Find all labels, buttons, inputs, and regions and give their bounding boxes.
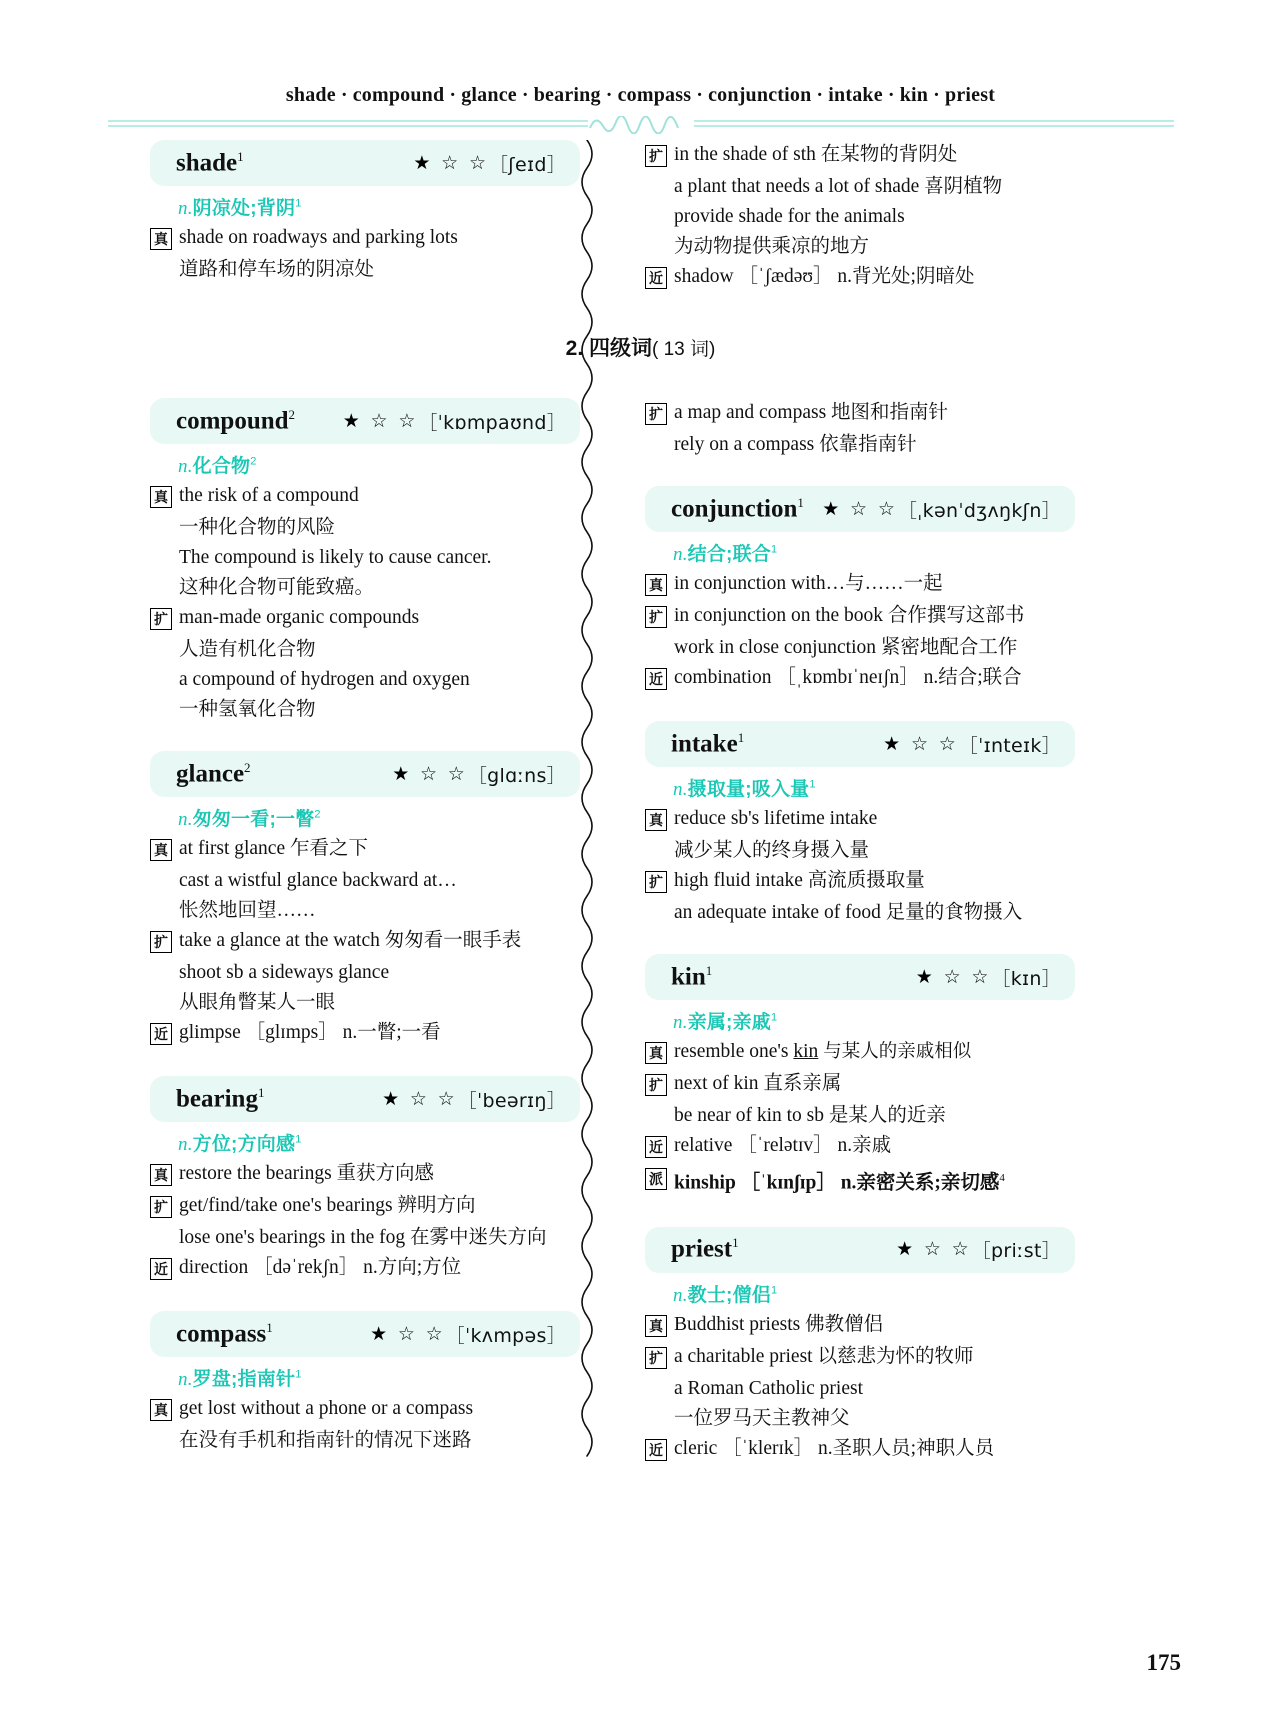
phonetic-glance: ［glɑːns］	[467, 764, 566, 787]
definition-text: 教士;僧侣	[687, 1284, 771, 1306]
example-text: a charitable priest 以慈悲为怀的牧师	[674, 1345, 974, 1367]
definition-sup: 1	[770, 1284, 778, 1297]
headword-compound: compound$^2$	[176, 406, 296, 435]
part-of-speech: n.	[178, 1134, 193, 1155]
example-text: reduce sb's lifetime intake	[674, 808, 878, 829]
left-column	[150, 140, 580, 285]
star-rating-shade: ★ ☆ ☆	[413, 152, 489, 174]
example-translation: 在没有手机和指南针的情况下迷路	[179, 1430, 472, 1451]
definition-sup: 2	[250, 455, 257, 468]
badge-real: 真	[645, 1042, 667, 1064]
running-head-sep: ·	[887, 84, 895, 106]
example-row	[150, 1394, 580, 1424]
synonym-text: cleric ［ˈklerɪk］ n.圣职人员;神职人员	[674, 1437, 995, 1459]
part-of-speech: n.	[178, 198, 193, 219]
badge-expand: 扩	[645, 403, 667, 425]
example-row	[645, 140, 1075, 170]
phonetic-priest: ［priːst］	[971, 1240, 1061, 1262]
definition-bearing	[178, 1129, 580, 1156]
example-row	[645, 601, 1075, 631]
badge-derived: 派	[645, 1168, 667, 1190]
running-head-word-5: conjunction	[708, 84, 812, 106]
headword-conjunction: conjunction$^1$	[671, 494, 804, 523]
example-translation: 从眼角瞥某人一眼	[179, 992, 336, 1013]
definition-text: 化合物	[192, 456, 251, 477]
star-rating-priest: ★ ☆ ☆	[896, 1239, 972, 1260]
phonetic-intake: ［ˈɪnteɪk］	[958, 734, 1061, 757]
entry-priest	[645, 1227, 1075, 1464]
running-head-word-3: bearing	[533, 84, 601, 106]
headword-shade: shade$^1$	[176, 148, 244, 177]
headword-sup: 1	[257, 1084, 265, 1100]
entry-shade-continued	[645, 140, 1075, 292]
example-row	[645, 1163, 1075, 1199]
definition-sup: 1	[770, 543, 778, 556]
badge-real: 真	[645, 1315, 667, 1337]
example-text: resemble one's kin 与某人的亲戚相似	[674, 1041, 972, 1062]
badge-synonym: 近	[150, 1023, 172, 1045]
phonetic-compound: ［ˈkɒmpaʊnd］	[418, 411, 566, 434]
definition-text: 亲属;亲戚	[687, 1012, 771, 1033]
entry-kin	[645, 954, 1075, 1199]
example-row	[645, 262, 1075, 292]
definition-text: 阴凉处;背阴	[192, 198, 296, 219]
example-translation: 这种化合物可能致癌。	[179, 577, 375, 598]
example-text: a Roman Catholic priest	[674, 1377, 864, 1399]
definition-kin	[673, 1007, 1075, 1034]
highlighted-word: compound	[214, 547, 297, 568]
headword-bar-compass[interactable]	[150, 1311, 580, 1357]
running-head-sep: ·	[696, 84, 704, 106]
running-head-sep: ·	[605, 84, 613, 106]
phonetic-bearing: ［ˈbeərɪŋ］	[457, 1089, 566, 1112]
example-text: provide shade for the animals	[674, 206, 905, 227]
highlighted-word: kin	[793, 1041, 819, 1062]
definition-sup: 1	[295, 1368, 302, 1381]
running-head-word-4: compass	[617, 84, 692, 106]
headword-bearing: bearing$^1$	[176, 1084, 265, 1113]
synonym-text: glimpse ［glɪmps］ n.一瞥;一看	[179, 1022, 441, 1043]
synonym-text: relative ［ˈrelətɪv］ n.亲戚	[674, 1135, 892, 1156]
badge-real: 真	[150, 1399, 172, 1421]
derived-sup: 4	[999, 1172, 1005, 1184]
phonetic-kin: ［kɪn］	[991, 967, 1061, 990]
badge-expand: 扩	[150, 931, 172, 953]
running-head-word-1: compound	[352, 84, 445, 106]
part-of-speech: n.	[673, 1284, 688, 1306]
badge-expand: 扩	[150, 1196, 172, 1218]
badge-synonym: 近	[645, 1439, 667, 1461]
page-number: 175	[1146, 1650, 1181, 1675]
part-of-speech: n.	[178, 456, 193, 477]
definition-sup: 1	[295, 1133, 302, 1146]
headword-bar-shade[interactable]	[150, 140, 580, 186]
example-row	[645, 1310, 1075, 1340]
example-text: rely on a compass 依靠指南针	[674, 434, 917, 455]
example-row	[645, 1131, 1075, 1161]
definition-shade	[178, 193, 580, 220]
example-text: man-made organic compounds	[179, 607, 420, 628]
derived-word-text: kinship ［ˈkɪnʃɪp］ n.亲密关系;亲切感$^4$	[674, 1172, 1005, 1194]
synonym-text: direction ［dəˈrekʃn］ n.方向;方位	[179, 1257, 462, 1278]
part-of-speech: n.	[673, 779, 688, 800]
running-head-word-0: shade	[285, 84, 336, 106]
synonym-text: combination ［ˌkɒmbɪˈneɪʃn］ n.结合;联合	[674, 667, 1022, 688]
example-row	[150, 223, 580, 253]
headword-sup: 1	[705, 962, 713, 978]
definition-sup: 2	[314, 808, 321, 821]
example-text: lose one's bearings in the fog 在雾中迷失方向	[179, 1227, 547, 1248]
right-column-top	[645, 140, 1075, 294]
example-text: at first glance 乍看之下	[179, 838, 368, 859]
example-translation: 怅然地回望……	[179, 900, 316, 921]
running-head-word-7: kin	[899, 84, 929, 106]
section-title	[0, 332, 1281, 362]
running-head-word-2: glance	[461, 84, 517, 106]
example-row	[645, 1069, 1075, 1099]
definition-text: 方位;方向感	[192, 1134, 296, 1155]
example-text: be near of kin to sb 是某人的近亲	[674, 1105, 946, 1126]
definition-text: 摄取量;吸入量	[687, 779, 810, 800]
headword-sup: 1	[737, 729, 745, 745]
running-head-sep: ·	[933, 84, 940, 106]
badge-synonym: 近	[645, 267, 667, 289]
part-of-speech: n.	[673, 544, 688, 565]
example-translation: 一位罗马天主教神父	[674, 1407, 850, 1429]
entry-bearing	[150, 1076, 580, 1283]
badge-expand: 扩	[645, 871, 667, 893]
badge-expand: 扩	[645, 1074, 667, 1096]
phonetic-compass: ［ˈkʌmpəs］	[445, 1324, 566, 1347]
headword-sup: 1	[797, 494, 804, 510]
badge-real: 真	[150, 486, 172, 508]
definition-text: 罗盘;指南针	[192, 1369, 296, 1390]
headword-sup: 1	[237, 148, 244, 164]
entry-compound	[150, 398, 580, 725]
entry-compass-continued	[645, 398, 1075, 460]
example-text: next of kin 直系亲属	[674, 1073, 842, 1094]
headword-priest: priest$^1$	[671, 1235, 739, 1263]
example-row	[645, 398, 1075, 428]
example-row	[150, 603, 580, 633]
definition-sup: 1	[809, 778, 816, 791]
star-rating-glance: ★ ☆ ☆	[392, 763, 468, 785]
running-head-word-6: intake	[828, 84, 883, 106]
example-text: in the shade of sth 在某物的背阴处	[674, 144, 958, 165]
definition-text: 结合;联合	[687, 544, 771, 565]
example-text: in conjunction with…与……一起	[674, 573, 943, 594]
example-translation: 道路和停车场的阴凉处	[179, 259, 375, 280]
star-rating-intake: ★ ☆ ☆	[883, 733, 959, 755]
example-text: a plant that needs a lot of shade 喜阴植物	[674, 176, 1003, 197]
left-column-section2	[150, 398, 580, 1456]
example-row	[645, 804, 1075, 834]
star-rating-conjunction: ★ ☆ ☆	[822, 498, 898, 520]
example-text: shade on roadways and parking lots	[179, 227, 458, 248]
example-row	[150, 481, 580, 511]
star-rating-compound: ★ ☆ ☆	[342, 410, 419, 432]
definition-priest	[673, 1280, 1075, 1307]
headword-bar-intake[interactable]	[645, 721, 1075, 767]
example-text: in conjunction on the book 合作撰写这部书	[674, 605, 1025, 626]
running-head-sep: ·	[449, 84, 457, 106]
headword-sup: 2	[288, 406, 296, 422]
badge-expand: 扩	[645, 1347, 667, 1369]
example-row	[150, 1253, 580, 1283]
part-of-speech: n.	[178, 809, 193, 830]
example-translation: 人造有机化合物	[179, 639, 316, 660]
example-row	[645, 569, 1075, 599]
definition-text: 匆匆一看;一瞥	[192, 809, 315, 830]
entry-conjunction	[645, 486, 1075, 693]
example-row	[645, 1434, 1075, 1464]
entry-glance	[150, 751, 580, 1048]
section-word-count: ( 13 词)	[652, 339, 716, 360]
example-row	[645, 1037, 1075, 1067]
right-column-section2	[645, 398, 1075, 1466]
example-row	[150, 1159, 580, 1189]
badge-real: 真	[150, 839, 172, 861]
badge-expand: 扩	[645, 145, 667, 167]
synonym-text: shadow ［ˈʃædəʊ］ n.背光处;阴暗处	[674, 266, 975, 287]
example-translation: 为动物提供乘凉的地方	[674, 236, 870, 257]
headword-intake: intake$^1$	[671, 729, 745, 758]
headword-bar-priest[interactable]	[645, 1227, 1075, 1273]
example-translation: 一种化合物的风险	[179, 517, 336, 538]
phonetic-conjunction: ［ˌkənˈdʒʌŋkʃn］	[897, 499, 1061, 522]
badge-synonym: 近	[645, 668, 667, 690]
star-rating-kin: ★ ☆ ☆	[915, 966, 992, 988]
example-translation: 减少某人的终身摄入量	[674, 840, 870, 861]
example-text: work in close conjunction 紧密地配合工作	[674, 637, 1018, 658]
example-sentence: The compound is likely to cause cancer.	[179, 547, 492, 568]
example-text: get/find/take one's bearings 辨明方向	[179, 1195, 476, 1216]
example-text: shoot sb a sideways glance	[179, 962, 390, 983]
running-head	[0, 84, 1281, 107]
headword-bar-glance[interactable]	[150, 751, 580, 797]
badge-expand: 扩	[645, 606, 667, 628]
definition-compound	[178, 451, 580, 478]
example-text: an adequate intake of food 足量的食物摄入	[674, 902, 1023, 923]
example-row	[645, 866, 1075, 896]
definition-intake	[673, 774, 1075, 801]
badge-expand: 扩	[150, 608, 172, 630]
part-of-speech: n.	[178, 1369, 193, 1390]
badge-real: 真	[150, 228, 172, 250]
example-row	[150, 926, 580, 956]
entry-compass	[150, 1311, 580, 1456]
example-text: a compound of hydrogen and oxygen	[179, 669, 470, 690]
example-row	[150, 1191, 580, 1221]
badge-real: 真	[645, 809, 667, 831]
headword-sup: 1	[266, 1319, 273, 1335]
badge-real: 真	[150, 1164, 172, 1186]
example-row	[645, 663, 1075, 693]
headword-compass: compass$^1$	[176, 1319, 273, 1348]
definition-glance	[178, 804, 580, 831]
star-rating-bearing: ★ ☆ ☆	[382, 1088, 458, 1110]
badge-real: 真	[645, 574, 667, 596]
definition-sup: 1	[295, 197, 302, 210]
example-text: high fluid intake 高流质摄取量	[674, 870, 925, 891]
example-row	[645, 1342, 1075, 1372]
headword-sup: 2	[244, 759, 251, 775]
header-rule-ornament	[108, 116, 1174, 134]
example-text: the risk of a compound	[179, 485, 359, 506]
example-text: get lost without a phone or a compass	[179, 1398, 474, 1419]
example-row	[150, 1018, 580, 1048]
definition-compass	[178, 1364, 580, 1391]
example-translation: 一种氢氧化合物	[179, 699, 316, 720]
entry-shade	[150, 140, 580, 285]
section-title-text: 2. 四级词	[565, 337, 652, 360]
example-row	[150, 834, 580, 864]
headword-bar-compound[interactable]	[150, 398, 580, 444]
example-text: a map and compass 地图和指南针	[674, 402, 949, 423]
badge-synonym: 近	[645, 1136, 667, 1158]
example-text: take a glance at the watch 匆匆看一眼手表	[179, 930, 522, 951]
entry-intake	[645, 721, 1075, 928]
part-of-speech: n.	[673, 1012, 688, 1033]
running-head-sep: ·	[816, 84, 824, 106]
headword-bar-kin[interactable]	[645, 954, 1075, 1000]
running-head-sep: ·	[521, 84, 529, 106]
headword-kin: kin$^1$	[671, 962, 713, 991]
definition-conjunction	[673, 539, 1075, 566]
phonetic-shade: ［ʃeɪd］	[489, 153, 566, 176]
example-text: restore the bearings 重获方向感	[179, 1163, 435, 1184]
headword-bar-conjunction[interactable]	[645, 486, 1075, 532]
star-rating-compass: ★ ☆ ☆	[370, 1323, 446, 1345]
headword-sup: 1	[732, 1235, 739, 1251]
running-head-sep: ·	[340, 84, 348, 106]
headword-bar-bearing[interactable]	[150, 1076, 580, 1122]
definition-sup: 1	[770, 1011, 778, 1024]
headword-glance: glance$^2$	[176, 759, 251, 788]
badge-synonym: 近	[150, 1258, 172, 1280]
example-text: cast a wistful glance backward at…	[179, 870, 457, 891]
example-text: Buddhist priests 佛教僧侣	[674, 1313, 884, 1335]
running-head-word-8: priest	[945, 84, 996, 106]
